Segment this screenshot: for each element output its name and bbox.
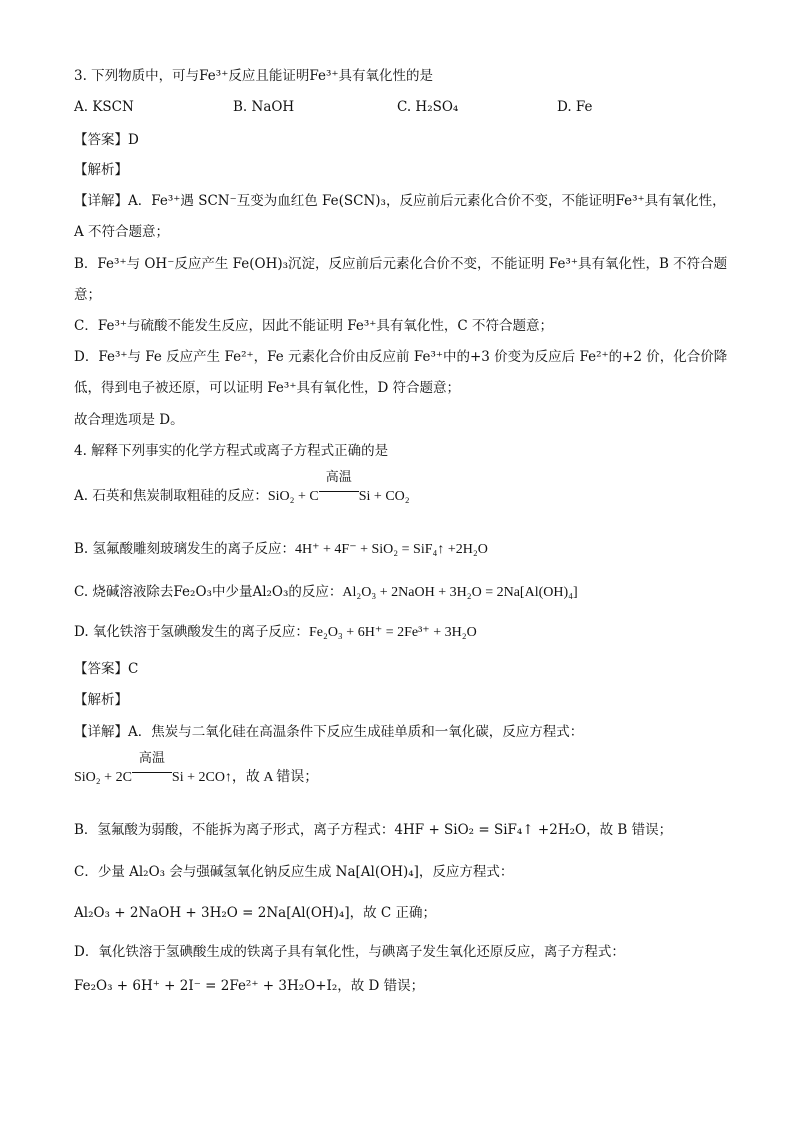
q3-option-c: C. H₂SO₄ xyxy=(397,99,459,115)
condition-text: 高温 xyxy=(138,751,165,766)
q3-answer: 【答案】D xyxy=(74,132,139,148)
q4-answer: 【答案】C xyxy=(74,661,139,677)
q4-option-d-equation: Fe₂O₃ + 6H⁺ = 2Fe³⁺ + 3H₂O xyxy=(308,625,477,640)
condition-bar xyxy=(319,491,359,500)
q3-detail-line: D．Fe³⁺与 Fe 反应产生 Fe²⁺，Fe 元素化合价由反应前 Fe³⁺中的+3 价变为反应后 Fe²⁺的+2 价，化合价降 xyxy=(74,349,728,365)
q4-detail-d-equation: Fe₂O₃ + 6H⁺ + 2I⁻ = 2Fe²⁺ + 3H₂O+I₂，故 D 错误； xyxy=(74,978,425,994)
q4-analysis-heading: 【解析】 xyxy=(74,692,128,708)
q3-stem: 3. 下列物质中，可与Fe³⁺反应且能证明Fe³⁺具有氧化性的是 xyxy=(74,68,433,84)
q4-detail-d: D．氧化铁溶于氢碘酸生成的铁离子具有氧化性，与碘离子发生氧化还原反应，离子方程式： xyxy=(74,944,625,960)
q4-option-c-label: C. 烧碱溶液除去Fe₂O₃中少量Al₂O₃的反应： xyxy=(74,584,343,600)
condition-text: 高温 xyxy=(325,470,352,485)
q4-option-c xyxy=(74,582,578,603)
q3-detail-line: 【详解】A．Fe³⁺遇 SCN⁻互变为血红色 Fe(SCN)₃，反应前后元素化合价不变，不能证明Fe³⁺具有氧化性， xyxy=(74,193,726,209)
q3-option-a: A. KSCN xyxy=(74,99,134,115)
reaction-condition xyxy=(132,751,172,781)
q4-detail-a-equation xyxy=(74,751,319,788)
q4-option-a-reactants: SiO₂ + C xyxy=(267,489,319,504)
q4-detail-a: 【详解】A．焦炭与二氧化硅在高温条件下反应生成硅单质和一氧化碳，反应方程式： xyxy=(74,724,584,740)
q4-stem: 4. 解释下列事实的化学方程式或离子方程式正确的是 xyxy=(74,443,389,459)
q3-option-d: D. Fe xyxy=(557,99,593,115)
q4-detail-a-products: Si + 2CO↑，故 A 错误； xyxy=(171,770,319,785)
q3-detail-line: A 不符合题意； xyxy=(74,224,170,240)
q4-option-a-products: Si + CO₂ xyxy=(358,489,410,504)
condition-bar xyxy=(132,772,172,781)
reaction-condition xyxy=(319,470,359,500)
q4-detail-c: C．少量 Al₂O₃ 会与强碱氢氧化钠反应生成 Na[Al(OH)₄]，反应方程式： xyxy=(74,864,514,880)
q4-option-a-label: A. 石英和焦炭制取粗硅的反应： xyxy=(74,488,268,504)
q3-detail-line: 故合理选项是 D。 xyxy=(74,412,184,428)
q4-detail-b: B．氢氟酸为弱酸，不能拆为离子形式，离子方程式：4HF + SiO₂ = SiF₄↑ +2H₂O，故 B 错误； xyxy=(74,822,673,838)
q4-detail-a-reactants: SiO₂ + 2C xyxy=(74,770,132,785)
q4-detail-c-equation: Al₂O₃ + 2NaOH + 3H₂O = 2Na[Al(OH)₄]，故 C 正确； xyxy=(74,905,437,921)
q4-option-b-equation: 4H⁺ + 4F⁻ + SiO₂ = SiF₄↑ +2H₂O xyxy=(295,542,488,557)
q3-detail-line: B．Fe³⁺与 OH⁻反应产生 Fe(OH)₃沉淀，反应前后元素化合价不变，不能证明 Fe³⁺具有氧化性，B 不符合题 xyxy=(74,256,728,272)
q3-detail-line: 意； xyxy=(74,287,101,303)
q3-option-b: B. NaOH xyxy=(233,99,295,115)
q4-option-c-equation: Al₂O₃ + 2NaOH + 3H₂O = 2Na[Al(OH)₄] xyxy=(342,585,578,600)
q4-option-d xyxy=(74,622,477,643)
q3-detail-line: 低，得到电子被还原，可以证明 Fe³⁺具有氧化性，D 符合题意； xyxy=(74,380,461,396)
q4-option-a xyxy=(74,470,410,507)
q4-option-b-label: B. 氢氟酸雕刻玻璃发生的离子反应： xyxy=(74,541,296,557)
q4-option-d-label: D. 氧化铁溶于氢碘酸发生的离子反应： xyxy=(74,624,309,640)
q3-detail-line: C．Fe³⁺与硫酸不能发生反应，因此不能证明 Fe³⁺具有氧化性，C 不符合题意； xyxy=(74,318,554,334)
q4-option-b xyxy=(74,539,488,560)
q3-analysis-heading: 【解析】 xyxy=(74,162,128,178)
